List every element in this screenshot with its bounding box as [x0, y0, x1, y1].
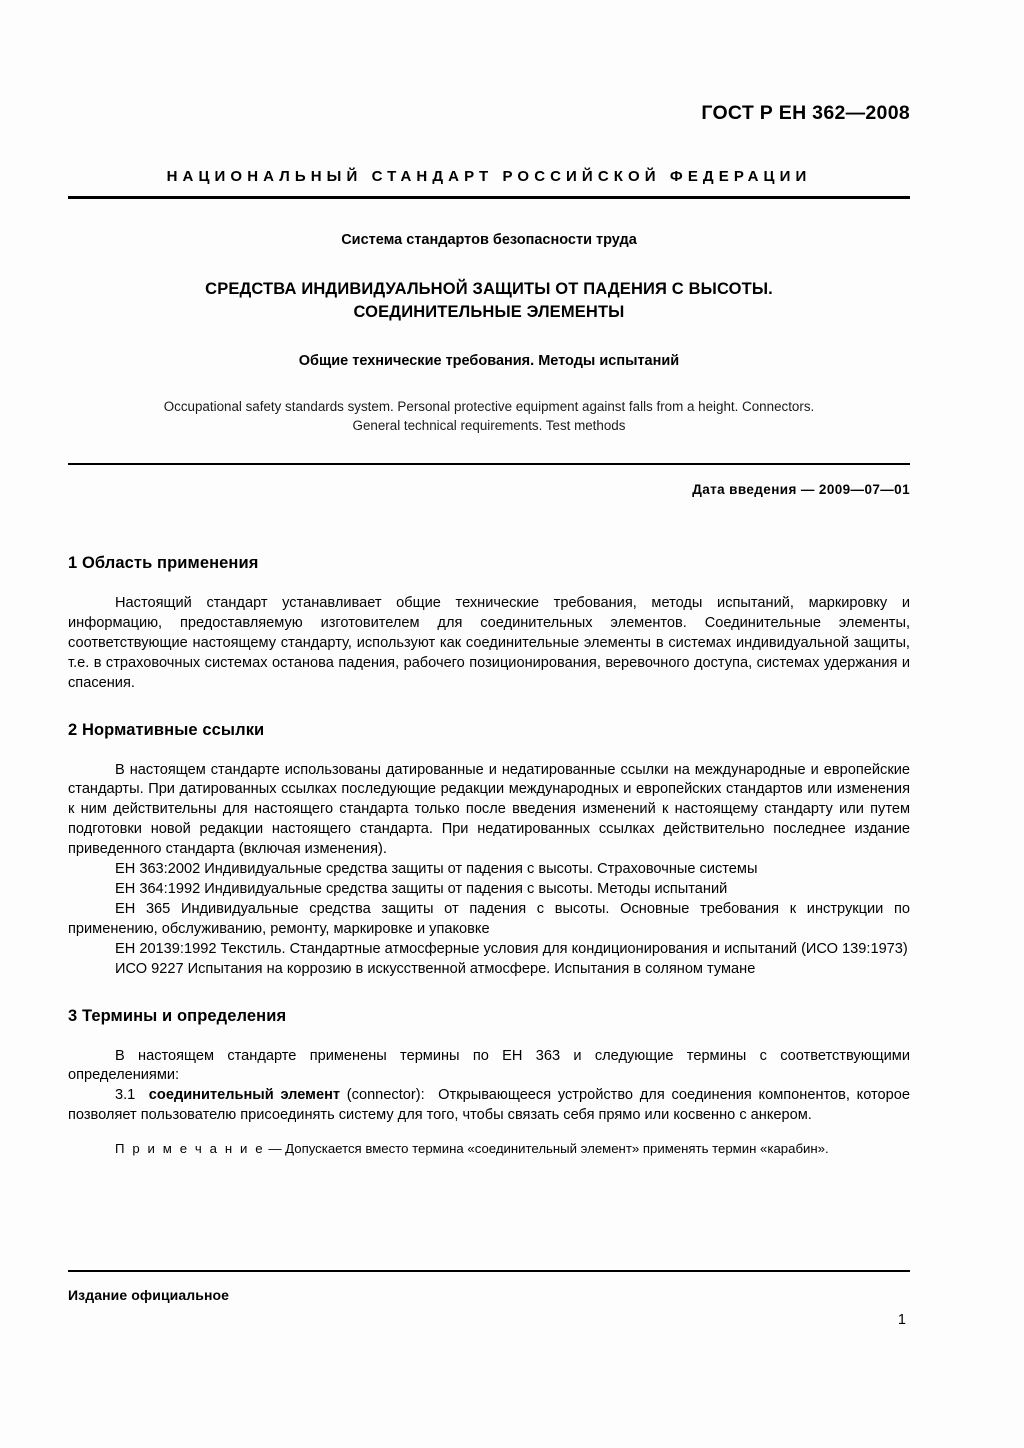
section-3-paragraph: В настоящем стандарте применены термины по ЕН 363 и следующие термины с соответствующими определениями: [68, 1047, 910, 1084]
footer-divider-rule [68, 1270, 910, 1272]
note-label: П р и м е ч а н и е [115, 1141, 265, 1157]
note-3-1 [68, 1140, 910, 1158]
spacer [68, 1126, 910, 1140]
subtitle: Общие технические требования. Методы испытаний [298, 352, 680, 369]
definition-english: (connector): [346, 1087, 425, 1104]
document-body [68, 554, 910, 1158]
spacer [68, 980, 910, 1007]
reference-item: ЕН 20139:1992 Текстиль. Стандартные атмосферные условия для кондиционирования и испытаний (ИСО 139:1973) [115, 940, 908, 957]
section-heading-1: 1 Область применения [68, 554, 259, 572]
standards-system-line: Система стандартов безопасности труда [341, 232, 637, 248]
spacer [68, 740, 910, 761]
definition-term: соединительный элемент [148, 1087, 341, 1104]
national-standard-banner: НАЦИОНАЛЬНЫЙ СТАНДАРТ РОССИЙСКОЙ ФЕДЕРАЦИИ [166, 168, 812, 185]
spacer [68, 573, 910, 594]
reference-item: ИСО 9227 Испытания на коррозию в искусственной атмосфере. Испытания в соляном тумане [115, 960, 756, 977]
note-text: — Допускается вместо термина «соединительный элемент» применять термин «карабин». [268, 1141, 829, 1157]
english-title-line-2: General technical requirements. Test methods [352, 418, 626, 434]
spacer [68, 694, 910, 721]
title-divider-rule [68, 463, 910, 465]
spacer [68, 1026, 910, 1047]
section-heading-3: 3 Термины и определения [68, 1006, 287, 1025]
title-block [68, 232, 910, 435]
standard-code: ГОСТ Р ЕН 362—2008 [701, 102, 910, 124]
reference-item: ЕН 365 Индивидуальные средства защиты от падения с высоты. Основные требования к инструкции по применению, обслуживанию, ремонту, маркировке и упаковке [68, 900, 910, 937]
definition-text: Открывающееся устройство для соединения компонентов, которое позволяет пользователю присоединять систему для того, чтобы связать себя прямо или косвенно с анкером. [68, 1087, 911, 1124]
definition-number: 3.1 [115, 1087, 136, 1104]
definition-3-1 [68, 1086, 910, 1126]
introduction-date: Дата введения — 2009—07—01 [692, 482, 910, 497]
section-2-paragraph: В настоящем стандарте использованы датированные и недатированные ссылки на международные и европейские стандарты. При датированных ссылках последующие редакции международных и европейских стандартов или изменения к ним действительны для настоящего стандарта только после введения изменений к настоящему стандарту или путем подготовки новой редакции настоящего стандарта. При недатированных ссылках действительно последнее издание приведенного стандарта (включая изменения). [68, 761, 910, 858]
reference-item: ЕН 364:1992 Индивидуальные средства защиты от падения с высоты. Методы испытаний [115, 880, 728, 897]
main-title-line-1: СРЕДСТВА ИНДИВИДУАЛЬНОЙ ЗАЩИТЫ ОТ ПАДЕНИЯ С ВЫСОТЫ. [205, 280, 773, 298]
official-edition-label: Издание официальное [68, 1287, 230, 1303]
section-heading-2: 2 Нормативные ссылки [68, 720, 265, 739]
reference-item: ЕН 363:2002 Индивидуальные средства защиты от падения с высоты. Страховочные системы [115, 861, 758, 878]
header-divider-rule [68, 196, 910, 199]
main-title [68, 278, 910, 325]
section-1-paragraph: Настоящий стандарт устанавливает общие технические требования, методы испытаний, маркировку и информацию, предоставляемую изготовителем для соединительных элементов. Соединительные элементы, соответствующие настоящему стандарту, используют как соединительные элементы в системах индивидуальной защиты, т.е. в страховочных системах останова падения, рабочего позиционирования, веревочного доступа, системах удержания и спасения. [68, 595, 910, 691]
main-title-line-2: СОЕДИНИТЕЛЬНЫЕ ЭЛЕМЕНТЫ [353, 303, 625, 322]
page-number: 1 [897, 1312, 906, 1328]
english-title-line-1: Occupational safety standards system. Personal protective equipment against falls from a height. Connectors. [163, 398, 815, 414]
english-title [68, 397, 910, 436]
